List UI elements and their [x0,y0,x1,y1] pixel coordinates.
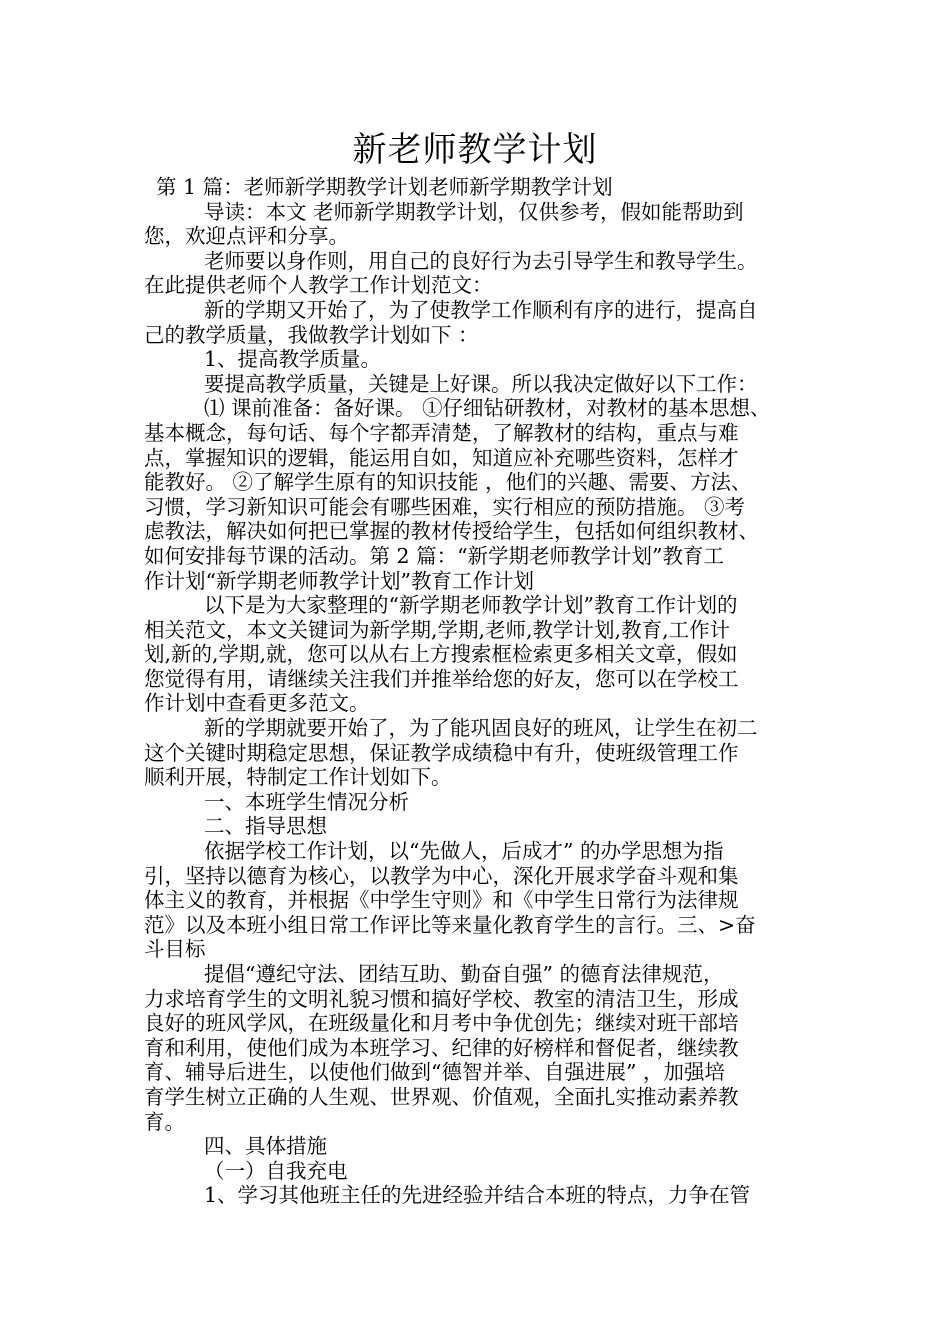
text-line: 新的学期又开始了，为了使教学工作顺利有序的进行，提高自 [204,297,758,322]
text-line: 育和利用，使他们成为本班学习、纪律的好榜样和督促者，继续教 [144,1035,739,1060]
text-line: 斗目标 [144,937,206,962]
text-line: 育。 [144,1109,185,1134]
text-line: 老师要以身作则，用自己的良好行为去引导学生和教导学生。 [204,248,758,273]
text-line: 您觉得有用，请继续关注我们并推举给您的好友，您可以在学校工 [144,666,739,691]
text-line: 提倡“遵纪守法、团结互助、勤奋自强” 的德育法律规范， [204,962,724,986]
text-line: 育、辅导后进生，以使他们做到“德智并举、自强进展” ，加强培 [144,1060,725,1085]
text-line: 这个关键时期稳定思想，保证教学成绩稳中有升，使班级管理工作 [144,740,739,765]
text-line: 能教好。 ②了解学生原有的知识技能 ，他们的兴趣、需要、方法、 [144,470,752,495]
text-line: ⑴ 课前准备：备好课。 ①仔细钻研教材，对教材的基本思想、 [204,396,771,421]
document-title: 新老师教学计划 [352,130,598,170]
text-line: 基本概念，每句话、每个字都弄清楚，了解教材的结构，重点与难 [144,420,739,445]
text-line: 引，坚持以德育为核心，以教学为中心，深化开展求学奋斗观和集 [144,863,739,888]
text-line: 点，掌握知识的逻辑，能运用自如，知道应补充哪些资料，怎样才 [144,445,739,470]
text-line: 范》以及本班小组日常工作评比等来量化教育学生的言行。三、>奋 [144,912,756,937]
text-line: 一、本班学生情况分析 [204,789,409,814]
text-line: 相关范文，本文关键词为新学期,学期,老师,教学计划,教育,工作计 [144,617,731,642]
text-line: 导读：本文 老师新学期教学计划，仅供参考，假如能帮助到 [204,199,744,224]
text-line: 如何安排每节课的活动。第 2 篇：“新学期老师教学计划”教育工 [144,543,725,568]
text-line: 顺利开展，特制定工作计划如下。 [144,765,452,790]
text-line: 育学生树立正确的人生观、世界观、价值观，全面扎实推动素养教 [144,1084,739,1109]
text-line: 良好的班风学风，在班级量化和月考中争优创先；继续对班干部培 [144,1011,739,1036]
text-line: 体主义的教育，并根据《中学生守则》和《中学生日常行为法律规 [144,888,739,913]
text-line: 您，欢迎点评和分享。 [144,224,349,249]
text-line: 四、具体措施 [204,1134,327,1159]
document-body [144,175,812,1208]
text-line: 依据学校工作计划，以“先做人，后成才” 的办学思想为指 [204,839,724,864]
text-line: （一）自我充电 [204,1158,348,1183]
text-line: 以下是为大家整理的“新学期老师教学计划”教育工作计划的 [204,593,738,618]
text-line: 要提高教学质量，关键是上好课。所以我决定做好以下工作： [204,371,758,396]
text-line: 习惯，学习新知识可能会有哪些困难，实行相应的预防措施。 ③考 [144,494,746,519]
text-line: 划,新的,学期,就，您可以从右上方搜索框检索更多相关文章，假如 [144,642,738,667]
text-line: 力求培育学生的文明礼貌习惯和搞好学校、教室的清洁卫生，形成 [144,986,739,1011]
text-line: 在此提供老师个人教学工作计划范文： [144,273,493,298]
text-line: 1、提高教学质量。 [204,347,382,372]
text-line: 虑教法，解决如何把已掌握的教材传授给学生，包括如何组织教材、 [144,519,759,544]
text-line: 作计划中查看更多范文。 [144,691,370,716]
text-line: 作计划“新学期老师教学计划”教育工作计划 [144,568,534,593]
text-line: 二、指导思想 [204,814,327,839]
text-line: 1、学习其他班主任的先进经验并结合本班的特点，力争在管 [204,1183,751,1208]
text-line: 己的教学质量，我做教学计划如下 ： [144,322,479,347]
text-line: 第 1 篇：老师新学期教学计划老师新学期教学计划 [156,175,613,199]
text-line: 新的学期就要开始了，为了能巩固良好的班风，让学生在初二 [204,716,758,741]
